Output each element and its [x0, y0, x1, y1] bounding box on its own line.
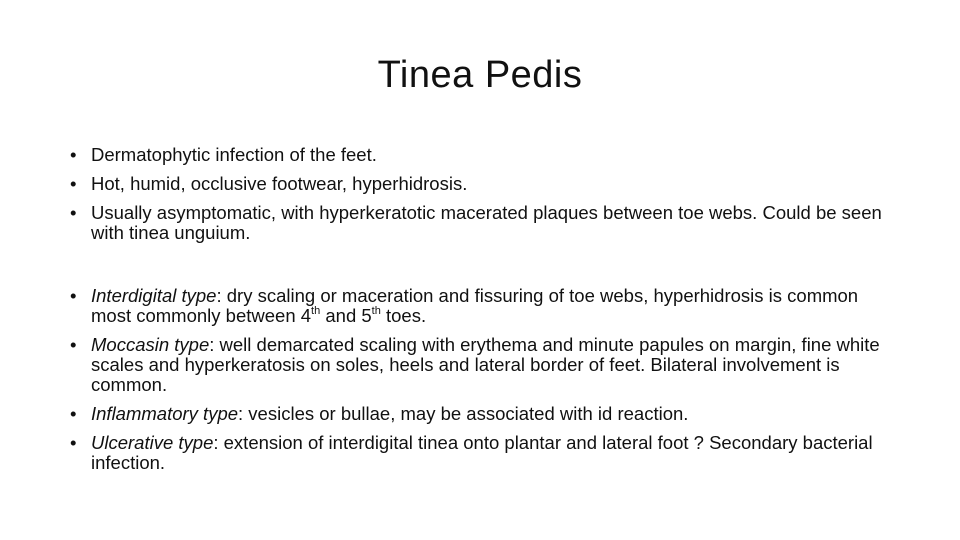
bullet-dot: •	[70, 403, 77, 424]
bullet-text: Hot, humid, occlusive footwear, hyperhidrosis.	[91, 173, 468, 194]
bullet-list-types	[70, 286, 890, 482]
type-description: : well demarcated scaling with erythema and minute papules on margin, fine white scales and hyperkeratosis on soles, heels and lateral border of feet. Bilateral involvement is common.	[91, 334, 880, 395]
type-label: Inflammatory type	[91, 403, 239, 424]
bullet-item-moccasin	[70, 335, 890, 395]
bullet-text: Dermatophytic infection of the feet.	[91, 144, 377, 165]
bullet-item-ulcerative	[70, 433, 890, 473]
type-label: Interdigital type	[91, 285, 217, 306]
bullet-dot: •	[70, 432, 77, 453]
bullet-dot: •	[70, 144, 77, 165]
bullet-dot: •	[70, 202, 77, 223]
type-label: Moccasin type	[91, 334, 210, 355]
type-description: : vesicles or bullae, may be associated with id reaction.	[238, 403, 689, 424]
slide-title: Tinea Pedis	[377, 54, 583, 96]
bullet-item	[70, 174, 890, 194]
type-description: : extension of interdigital tinea onto plantar and lateral foot ? Secondary bacterial infection.	[91, 432, 873, 473]
bullet-item	[70, 203, 890, 243]
bullet-list-general	[70, 145, 890, 252]
ordinal-suffix: th	[311, 304, 321, 317]
bullet-dot: •	[70, 285, 77, 306]
type-label: Ulcerative type	[91, 432, 214, 453]
bullet-item-inflammatory	[70, 404, 890, 424]
bullet-item	[70, 145, 890, 165]
bullet-dot: •	[70, 173, 77, 194]
bullet-item-interdigital	[70, 286, 890, 326]
type-description: : dry scaling or maceration and fissuring of toe webs, hyperhidrosis is common most commonly between 4	[91, 285, 859, 326]
type-description: toes.	[380, 305, 427, 326]
bullet-dot: •	[70, 334, 77, 355]
ordinal-suffix: th	[371, 304, 381, 317]
bullet-text: Usually asymptomatic, with hyperkeratotic macerated plaques between toe webs. Could be seen with tinea unguium.	[91, 202, 882, 243]
type-description: and 5	[320, 305, 372, 326]
